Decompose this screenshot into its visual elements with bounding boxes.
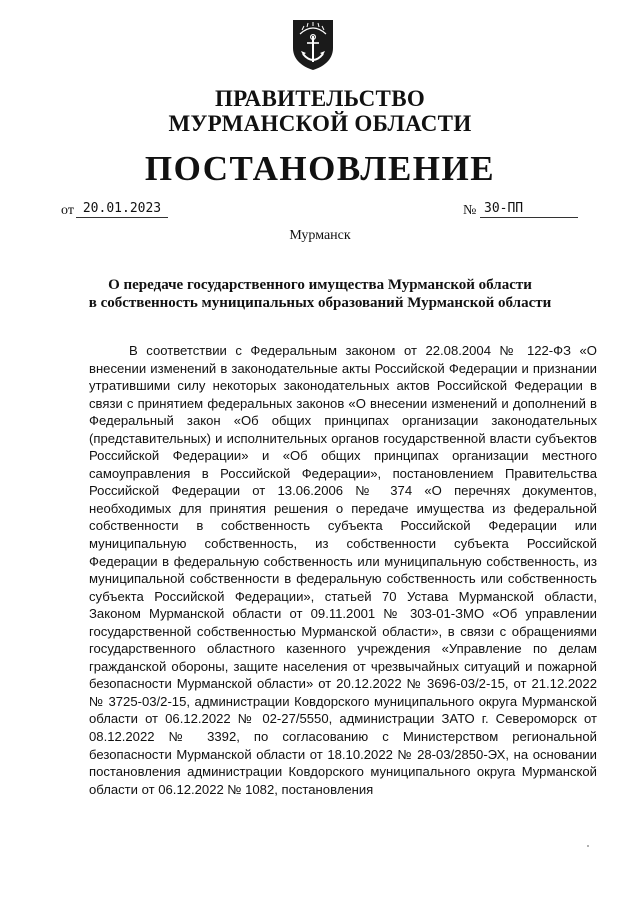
subject-line2: в собственность муниципальных образований Мурманской области: [88, 295, 552, 311]
document-type-title: ПОСТАНОВЛЕНИЕ: [144, 149, 496, 188]
coat-of-arms-icon: [290, 18, 336, 72]
subject-line1: О передаче государственного имущества Мурманской области: [108, 277, 532, 293]
city-name: Мурманск: [289, 228, 351, 243]
organization-name-line1: ПРАВИТЕЛЬСТВО: [214, 86, 426, 111]
document-date: 20.01.2023: [76, 201, 168, 218]
scan-speck: [587, 845, 589, 847]
number-label: №: [463, 203, 477, 218]
date-label: от: [61, 203, 74, 218]
organization-name-line2: МУРМАНСКОЙ ОБЛАСТИ: [168, 111, 472, 136]
body-paragraph: В соответствии с Федеральным законом от 22.08.2004 № 122-ФЗ «О внесении изменений в законодательные акты Российской Федерации и признании утратившими силу некоторых законодательных актов Российской Федерации в связи с принятием федеральных законов «О внесении изменений и дополнений в Федеральный закон «Об общих принципах организации законодательных (представительных) и исполнительных органов государственной власти субъектов Российской Федерации» и «Об общих принципах организации местного самоуправления в Российской Федерации», постановлением Правительства Российской Федерации от 13.06.2006 № 374 «О перечнях документов, необходимых для принятия решения о передаче имущества из федеральной собственности в собственность субъекта Российской Федерации или муниципальную собственность, из собственности субъекта Российской Федерации в федеральную собственность или муниципальную собственность, из муниципальной собственности в федеральную собственность или собственность субъекта Российской Федерации», статьей 70 Устава Мурманской области, Законом Мурманской области от 09.11.2001 № 303-01-ЗМО «Об управлении государственной собственностью Мурманской области», в связи с обращениями государственного областного казенного учреждения «Управление по делам гражданской обороны, защите населения от чрезвычайных ситуаций и пожарной безопасности Мурманской области» от 20.12.2022 № 3696-03/2-15, от 21.12.2022 № 3725-03/2-15, администрации Ковдорского муниципального округа Мурманской области от 06.12.2022 № 02-27/5550, администрации ЗАТО г. Североморск от 08.12.2022 № 3392, по согласованию с Министерством региональной безопасности Мурманской области от 18.10.2022 № 28-03/2850-ЭХ, на основании постановления администрации Ковдорского муниципального округа Мурманской области от 06.12.2022 № 1082, постановления: [89, 343, 597, 797]
document-number: 30-ПП: [480, 201, 578, 218]
